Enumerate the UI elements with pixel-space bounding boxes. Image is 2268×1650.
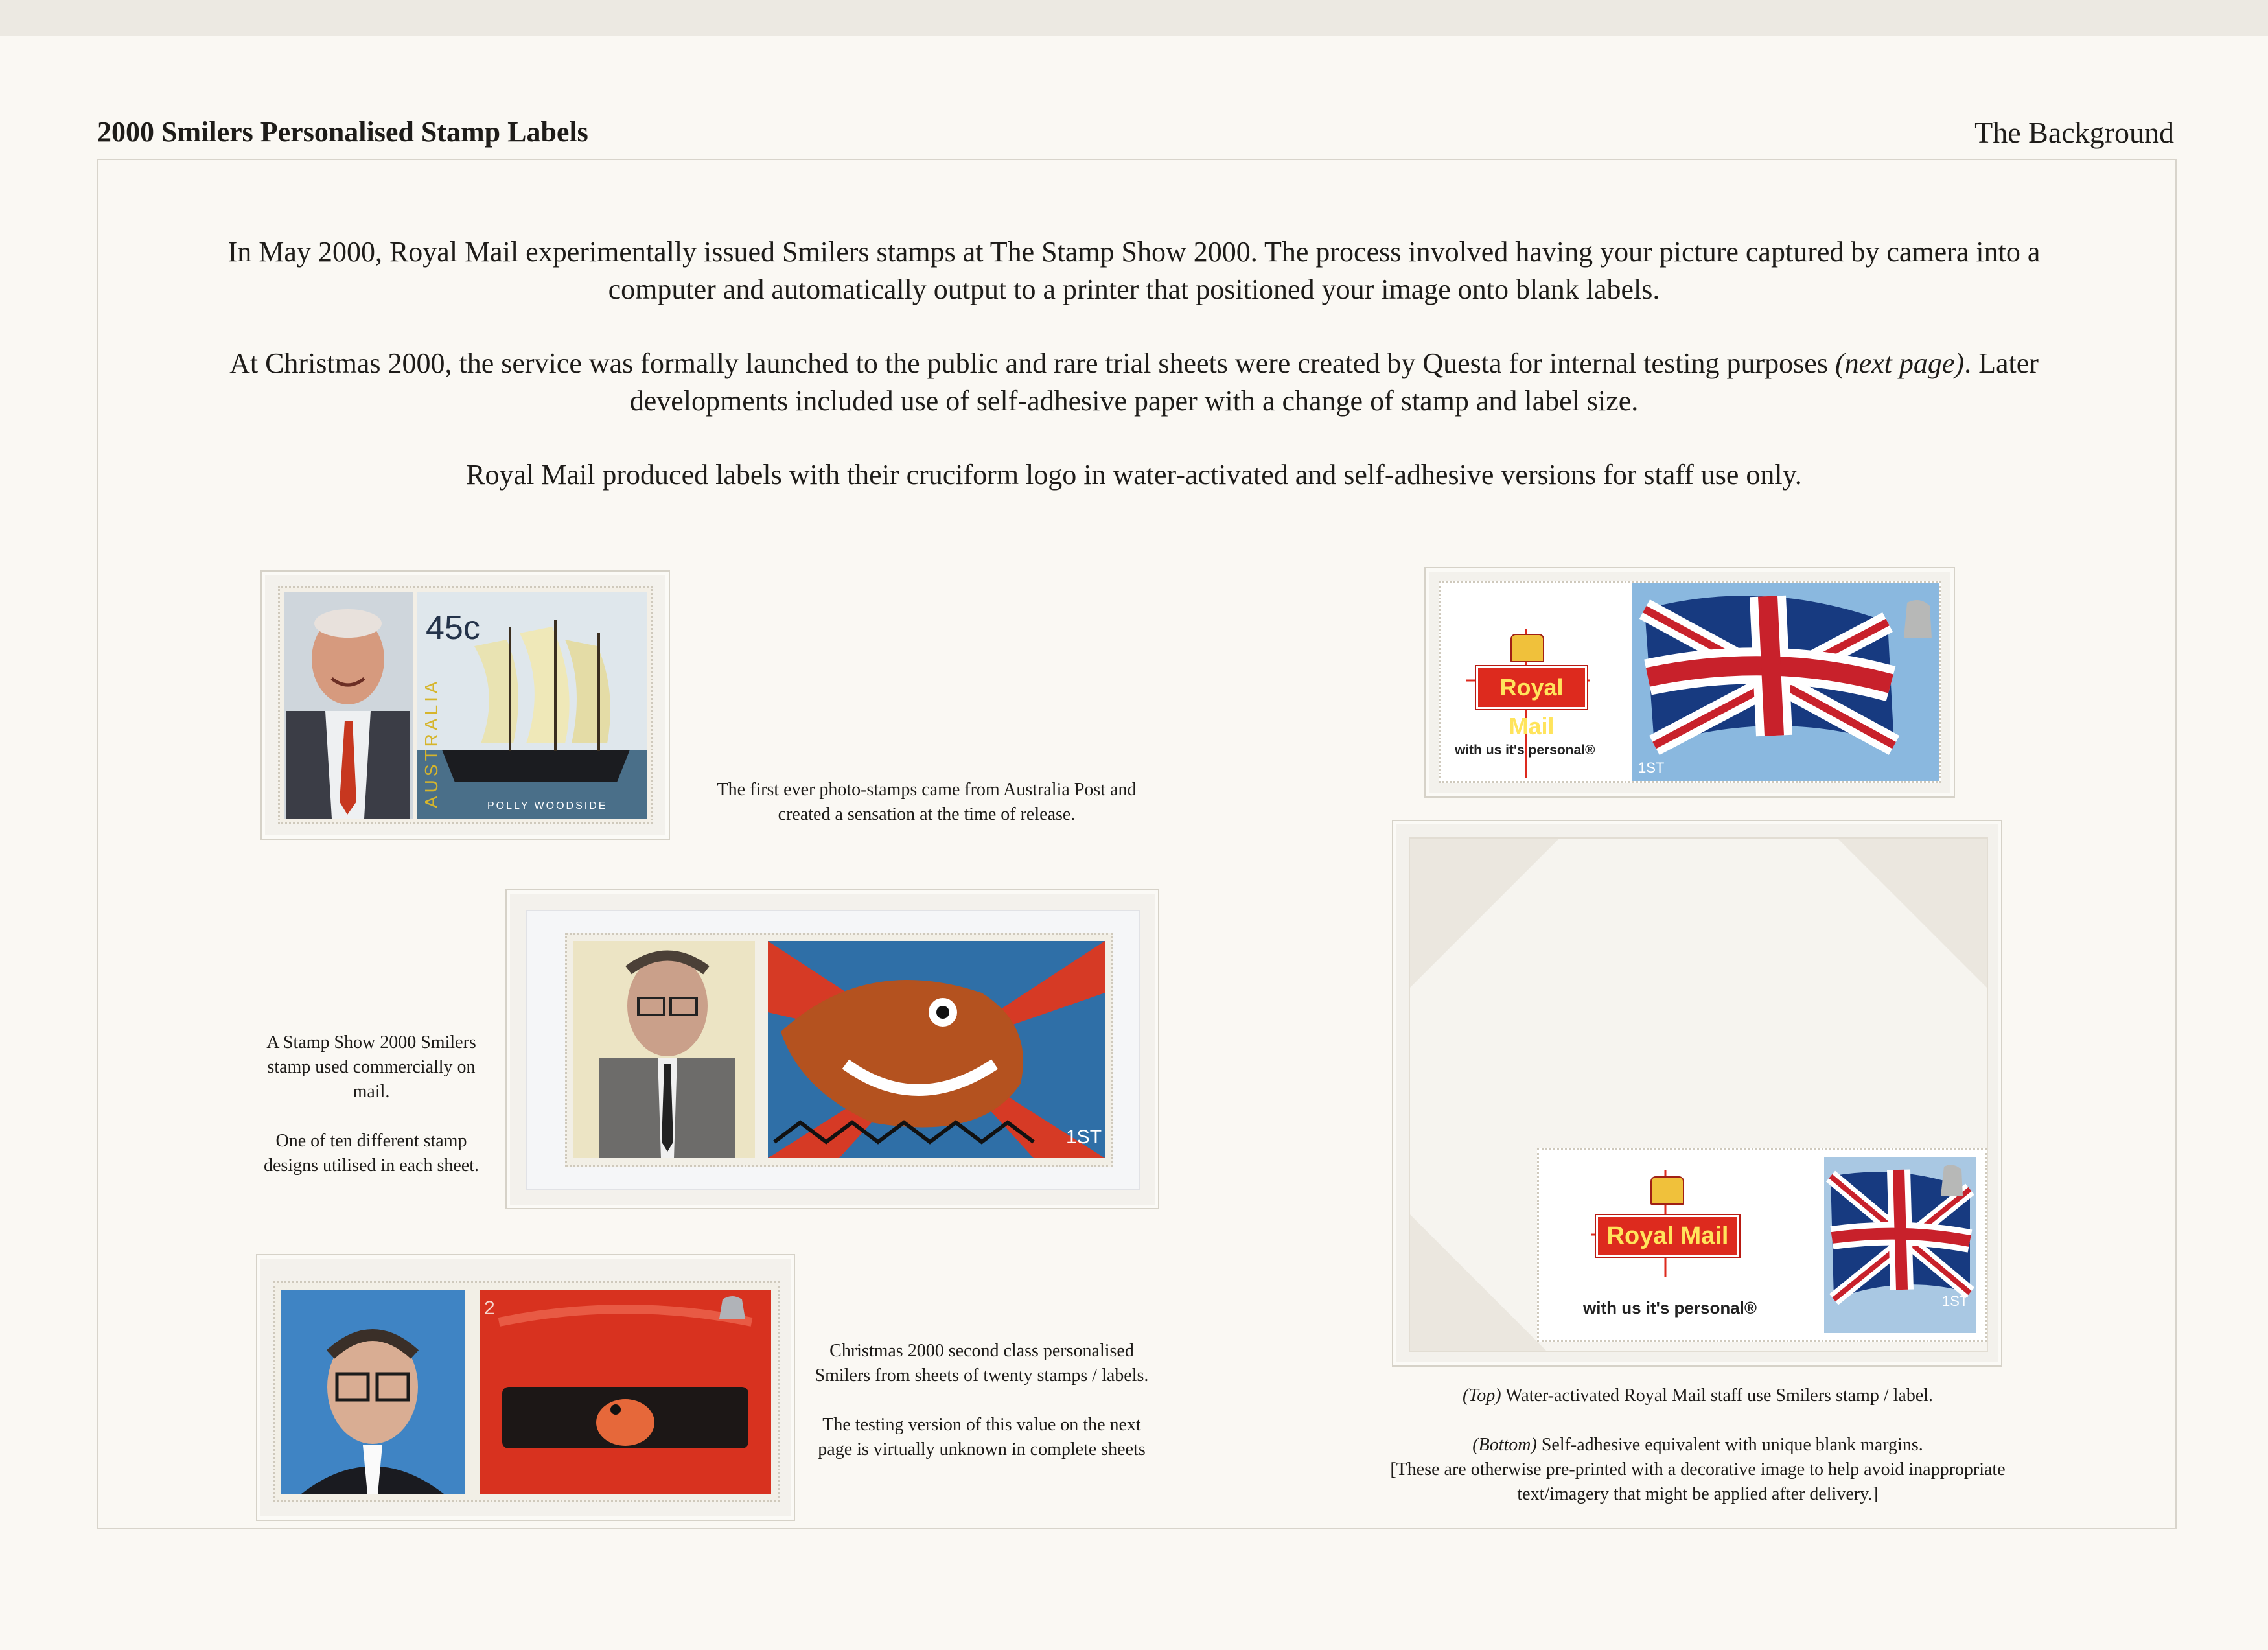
intro-paragraph-3: Royal Mail produced labels with their cruciform logo in water-activated and self-adhesive versions for staff use only. [466, 459, 1802, 491]
intro-paragraph-2: At Christmas 2000, the service was formally launched to the public and rare trial sheets were created by Questa for internal testing purposes (next page). Later developments included use of self-adhesive paper with a change of stamp and label size. [229, 347, 2039, 417]
svg-text:1ST: 1ST [1942, 1293, 1969, 1309]
christmas-picture [275, 1283, 778, 1500]
australia-stamp-mount [260, 570, 670, 840]
christmas-smilers-stamp [273, 1281, 780, 1502]
stamp-show-mount [505, 889, 1159, 1209]
svg-text:1ST: 1ST [1638, 760, 1665, 776]
svg-text:1ST: 1ST [1066, 1126, 1102, 1148]
crown-icon [1650, 1176, 1684, 1205]
royal-mail-caption-bottom: (Bottom) Self-adhesive equivalent with unique blank margins. [These are otherwise pre-printed with a decorative image to help avoid inappropriate text/imagery that might be applied after delivery.] [1390, 1435, 2006, 1504]
royal-mail-bottom-mount [1392, 820, 2002, 1367]
royal-mail-tagline: with us it's personal® [1455, 743, 1595, 758]
royal-mail-tagline: with us it's personal® [1583, 1298, 1757, 1318]
royal-mail-water-activated-stamp [1439, 581, 1941, 783]
christmas-caption: Christmas 2000 second class personalised Smilers from sheets of twenty stamps / labels. The testing version of this value on the next page is virtually unknown in complete sheets [815, 1341, 1149, 1459]
royal-mail-logo: Royal Mail [1476, 666, 1587, 709]
page-title: 2000 Smilers Personalised Stamp Labels [97, 116, 588, 148]
christmas-mount [256, 1254, 795, 1521]
section-title: The Background [1974, 116, 2174, 149]
royal-mail-caption [1367, 1384, 2028, 1507]
royal-mail-caption-top: (Top) Water-activated Royal Mail staff use Smilers stamp / label. [1462, 1386, 1934, 1406]
royal-mail-top-mount [1424, 567, 1955, 798]
stamp-show-caption: A Stamp Show 2000 Smilers stamp used commercially on mail. One of ten different stamp designs utilised in each sheet. [263, 1032, 480, 1176]
australia-denomination: 45c [426, 609, 480, 647]
stamp-show-smilers-stamp [565, 933, 1113, 1167]
crown-icon [1510, 634, 1544, 662]
ship-name-label: POLLY WOODSIDE [487, 800, 608, 811]
intro-paragraph-1: In May 2000, Royal Mail experimentally issued Smilers stamps at The Stamp Show 2000. The process involved having your picture captured by camera into a computer and automatically output to a printer that positioned your image onto blank labels. [227, 236, 2041, 305]
intro-text [194, 233, 2074, 530]
royal-mail-logo: Royal Mail [1596, 1215, 1739, 1257]
australia-photo-stamp [278, 586, 653, 824]
stamp-show-picture [567, 935, 1111, 1165]
australia-caption: The first ever photo-stamps came from Australia Post and created a sensation at the time of release. [717, 780, 1137, 824]
royal-mail-self-adhesive-stamp [1537, 1148, 1987, 1342]
svg-text:2: 2 [484, 1297, 495, 1319]
australia-country-label: AUSTRALIA [421, 678, 441, 808]
